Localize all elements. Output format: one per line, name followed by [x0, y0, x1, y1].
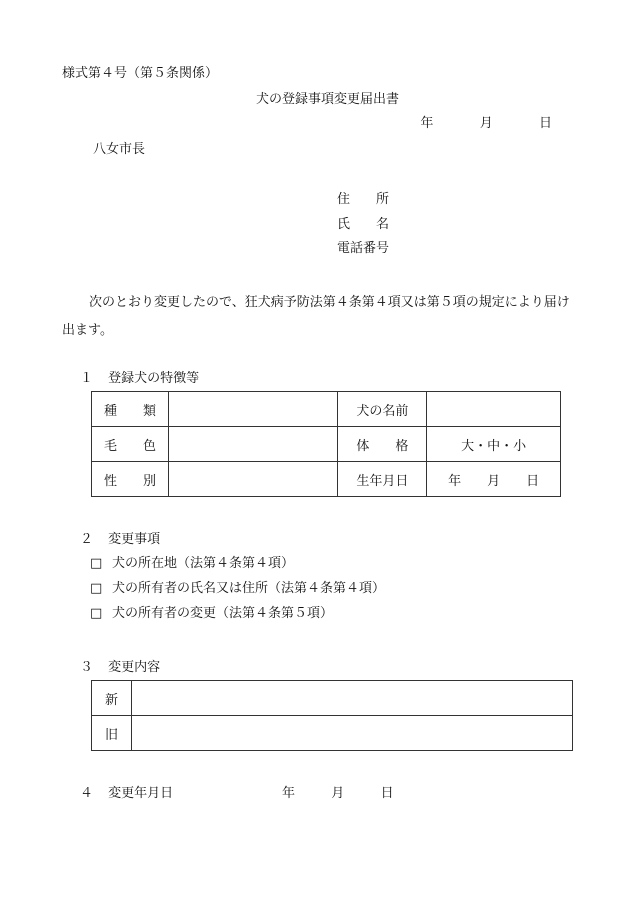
checkbox[interactable]: □ — [90, 556, 103, 571]
coat-color-field[interactable] — [168, 427, 338, 462]
table-row — [92, 716, 573, 751]
body-size-field[interactable]: 大・中・小 — [427, 427, 561, 462]
change-option[interactable] — [90, 577, 385, 596]
section1-heading — [80, 367, 199, 386]
section1-number: １ — [80, 371, 94, 386]
section2-heading — [80, 528, 160, 547]
cell-label: 新 — [92, 681, 132, 716]
section3-heading — [80, 656, 160, 675]
cell-label: 生年月日 — [338, 462, 427, 497]
table-row — [92, 681, 573, 716]
new-value-field[interactable] — [131, 681, 572, 716]
dog-name-field[interactable] — [427, 392, 561, 427]
form-number: 様式第４号（第５条関係） — [62, 66, 219, 81]
section4-number: ４ — [80, 786, 94, 801]
old-value-field[interactable] — [131, 716, 572, 751]
cell-label: 毛 色 — [92, 427, 169, 462]
cell-label: 種 類 — [92, 392, 169, 427]
change-option[interactable] — [90, 552, 294, 571]
sex-field[interactable] — [168, 462, 338, 497]
address-label: 住 所 — [337, 192, 390, 207]
change-month-label: 月 — [331, 786, 345, 801]
date-month-label: 月 — [479, 116, 493, 131]
cell-label: 旧 — [92, 716, 132, 751]
change-year-label: 年 — [282, 786, 296, 801]
submission-date — [420, 112, 552, 131]
dog-features-table — [91, 391, 561, 497]
breed-field[interactable] — [168, 392, 338, 427]
change-option[interactable] — [90, 602, 333, 621]
table-row — [92, 462, 561, 497]
cell-label: 犬の名前 — [338, 392, 427, 427]
table-row — [92, 427, 561, 462]
page-title: 犬の登録事項変更届出書 — [255, 92, 399, 107]
option-label: 犬の所在地（法第４条第４項） — [112, 556, 295, 571]
checkbox[interactable]: □ — [90, 581, 103, 596]
section1-title: 登録犬の特徴等 — [108, 371, 200, 386]
name-label: 氏 名 — [337, 216, 390, 232]
section4-heading — [80, 782, 173, 801]
checkbox[interactable]: □ — [90, 606, 103, 621]
cell-label: 体 格 — [338, 427, 427, 462]
option-label: 犬の所有者の変更（法第４条第５項） — [112, 606, 334, 621]
option-label: 犬の所有者の氏名又は住所（法第４条第４項） — [112, 581, 386, 596]
change-details-table — [91, 680, 573, 751]
section3-title: 変更内容 — [108, 660, 161, 675]
table-row — [92, 392, 561, 427]
cell-label: 性 別 — [92, 462, 169, 497]
date-year-label: 年 — [420, 116, 434, 131]
change-date — [282, 782, 394, 801]
applicant-block — [337, 188, 389, 262]
section3-number: ３ — [80, 660, 94, 675]
addressee: 八女市長 — [93, 142, 146, 157]
body-text: 次のとおり変更したので、狂犬病予防法第４条第４項又は第５項の規定により届け出ます。 — [62, 295, 570, 338]
section2-title: 変更事項 — [108, 532, 161, 547]
change-day-label: 日 — [380, 786, 394, 801]
section2-number: ２ — [80, 532, 94, 547]
date-day-label: 日 — [538, 116, 552, 131]
birth-date-field[interactable]: 年 月 日 — [427, 462, 561, 497]
section4-title: 変更年月日 — [108, 786, 174, 801]
phone-label: 電話番号 — [337, 241, 390, 256]
